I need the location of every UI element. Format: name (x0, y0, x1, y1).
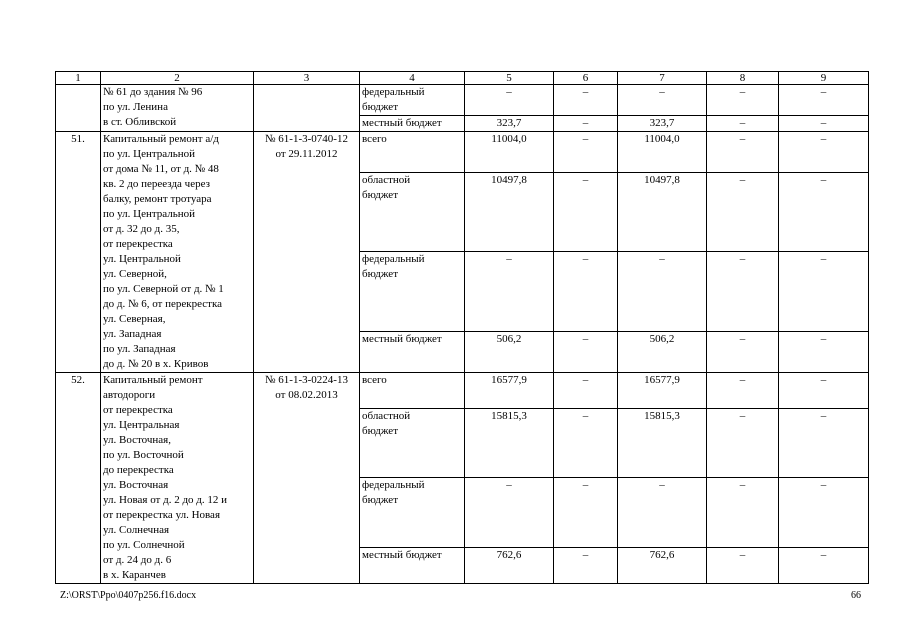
value-cell: – (779, 548, 869, 584)
header-row (56, 72, 869, 85)
object-name-line: ул. Центральная (103, 419, 180, 431)
value-cell: 16577,9 (465, 373, 554, 409)
budget-label: местный бюджет (360, 331, 465, 372)
value-cell: – (779, 331, 869, 372)
value-cell: 762,6 (465, 548, 554, 584)
value-cell: – (465, 85, 554, 116)
value-cell: – (707, 408, 779, 478)
object-name-line: ул. Центральной (103, 253, 181, 265)
value-cell: 11004,0 (618, 132, 707, 173)
object-name-line: по ул. Западная (103, 343, 176, 355)
document-ref-line: от 29.11.2012 (275, 148, 338, 160)
document-ref-line: № 61-1-3-0224-13 (265, 374, 348, 386)
value-cell: – (707, 116, 779, 132)
budget-label-line: бюджет (362, 101, 398, 113)
value-cell: – (779, 373, 869, 409)
value-cell: – (465, 252, 554, 331)
budget-table (55, 71, 869, 584)
value-cell: – (779, 116, 869, 132)
budget-label (360, 478, 465, 548)
value-cell: – (707, 373, 779, 409)
value-cell: 323,7 (465, 116, 554, 132)
budget-label (360, 252, 465, 331)
value-cell: – (554, 408, 618, 478)
budget-label (360, 85, 465, 116)
budget-label-line: областной (362, 174, 411, 187)
object-name-line: от д. 24 до д. 6 (103, 554, 172, 566)
document-ref-line: от 08.02.2013 (275, 389, 338, 401)
value-cell: – (554, 252, 618, 331)
value-cell: – (554, 116, 618, 132)
value-cell: – (707, 85, 779, 116)
object-name-line: от дома № 11, от д. № 48 (103, 163, 219, 175)
value-cell: 15815,3 (618, 408, 707, 478)
object-name-line: автодороги (103, 389, 156, 401)
object-name-line: № 61 до здания № 96 (103, 86, 203, 98)
budget-label-line: федеральный (362, 479, 425, 492)
object-name-line: Капитальный ремонт (103, 374, 203, 386)
object-name-line: ул. Северная, (103, 313, 166, 325)
footer-file-path: Z:\ORST\Ppo\0407p256.f16.docx (60, 590, 197, 601)
value-cell: 762,6 (618, 548, 707, 584)
footer-page-number: 66 (851, 590, 861, 601)
object-name-line: от перекрестка ул. Новая (103, 509, 221, 521)
value-cell: 506,2 (618, 331, 707, 372)
table-row (56, 85, 869, 116)
document-ref (254, 373, 360, 584)
value-cell: – (465, 478, 554, 548)
column-header: 3 (254, 72, 360, 85)
budget-label-line: бюджет (362, 189, 398, 202)
value-cell: – (618, 252, 707, 331)
budget-label-line: бюджет (362, 268, 398, 281)
document-ref (254, 85, 360, 132)
value-cell: – (554, 173, 618, 252)
value-cell: 506,2 (465, 331, 554, 372)
object-name-line: до д. № 6, от перекрестка (103, 298, 223, 310)
value-cell: 16577,9 (618, 373, 707, 409)
object-name-line: Капитальный ремонт а/д (103, 133, 219, 145)
budget-label-line: бюджет (362, 424, 398, 437)
budget-label-line: областной (362, 409, 411, 422)
object-name-line: по ул. Центральной (103, 208, 196, 220)
budget-label (360, 408, 465, 478)
object-name-line: до перекрестка (103, 464, 174, 476)
value-cell: – (618, 478, 707, 548)
value-cell: – (779, 173, 869, 252)
object-name-line: в х. Каранчев (103, 569, 166, 581)
object-name-line: от перекрестка (103, 238, 173, 250)
object-name-line: ул. Восточная (103, 479, 169, 491)
budget-label-line: бюджет (362, 494, 398, 507)
budget-label: местный бюджет (360, 116, 465, 132)
row-number: 51. (56, 132, 101, 373)
object-name (101, 132, 254, 373)
value-cell: – (779, 478, 869, 548)
value-cell: – (554, 373, 618, 409)
value-cell: – (554, 331, 618, 372)
object-name-line: по ул. Центральной (103, 148, 196, 160)
value-cell: – (618, 85, 707, 116)
column-header: 7 (618, 72, 707, 85)
value-cell: – (707, 173, 779, 252)
value-cell: – (779, 252, 869, 331)
table-row (56, 132, 869, 173)
object-name-line: в ст. Обливской (103, 116, 177, 128)
budget-label: местный бюджет (360, 548, 465, 584)
object-name-line: по ул. Северной от д. № 1 (103, 283, 224, 295)
value-cell: – (707, 252, 779, 331)
object-name-line: по ул. Солнечной (103, 539, 185, 551)
table-row (56, 373, 869, 409)
value-cell: – (554, 548, 618, 584)
object-name-line: ул. Восточная, (103, 434, 171, 446)
value-cell: – (779, 85, 869, 116)
column-header: 2 (101, 72, 254, 85)
budget-label: всего (360, 373, 465, 409)
column-header: 9 (779, 72, 869, 85)
budget-label (360, 173, 465, 252)
object-name-line: по ул. Ленина (103, 101, 168, 113)
value-cell: 323,7 (618, 116, 707, 132)
value-cell: 15815,3 (465, 408, 554, 478)
value-cell: – (707, 548, 779, 584)
object-name-line: до д. № 20 в х. Кривов (103, 358, 209, 370)
column-header: 8 (707, 72, 779, 85)
object-name-line: от д. 32 до д. 35, (103, 223, 180, 235)
value-cell: – (707, 331, 779, 372)
object-name (101, 85, 254, 132)
value-cell: – (554, 478, 618, 548)
object-name-line: ул. Северной, (103, 268, 167, 280)
budget-label-line: федеральный (362, 86, 425, 98)
document-ref-line: № 61-1-3-0740-12 (265, 133, 348, 145)
value-cell: – (779, 132, 869, 173)
value-cell: 11004,0 (465, 132, 554, 173)
object-name-line: ул. Новая от д. 2 до д. 12 и (103, 494, 228, 506)
object-name-line: от перекрестка (103, 404, 173, 416)
value-cell: – (554, 85, 618, 116)
object-name (101, 373, 254, 584)
column-header: 1 (56, 72, 101, 85)
value-cell: – (779, 408, 869, 478)
object-name-line: кв. 2 до переезда через (103, 178, 210, 190)
column-header: 5 (465, 72, 554, 85)
value-cell: 10497,8 (465, 173, 554, 252)
value-cell: 10497,8 (618, 173, 707, 252)
column-header: 4 (360, 72, 465, 85)
object-name-line: балку, ремонт тротуара (103, 193, 212, 205)
object-name-line: по ул. Восточной (103, 449, 184, 461)
budget-label: всего (360, 132, 465, 173)
document-ref (254, 132, 360, 373)
object-name-line: ул. Солнечная (103, 524, 170, 536)
value-cell: – (707, 478, 779, 548)
column-header: 6 (554, 72, 618, 85)
row-number (56, 85, 101, 132)
value-cell: – (554, 132, 618, 173)
budget-label-line: федеральный (362, 253, 425, 266)
object-name-line: ул. Западная (103, 328, 162, 340)
row-number: 52. (56, 373, 101, 584)
value-cell: – (707, 132, 779, 173)
